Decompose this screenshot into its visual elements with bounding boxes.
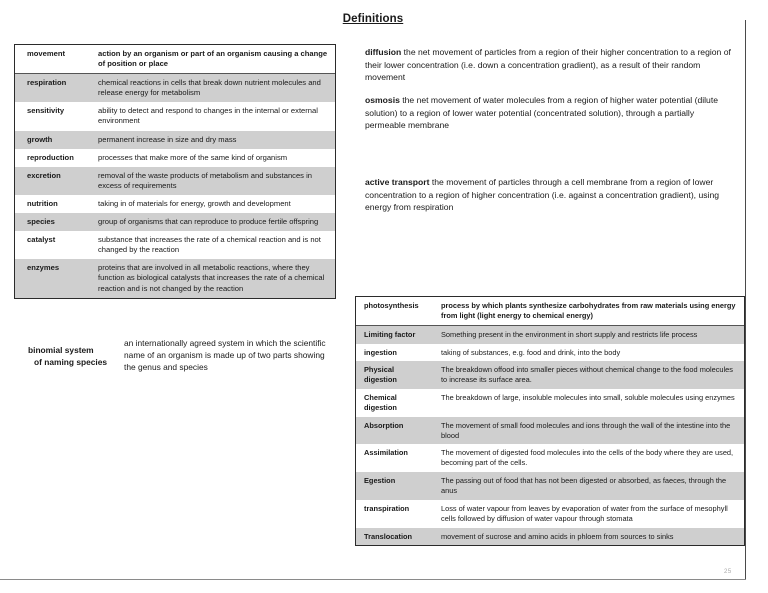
definition-term: sensitivity (15, 102, 91, 130)
table-row (15, 231, 335, 259)
binomial-definition-text: an internationally agreed system in which the scientific name of an organism is made up of two parts showing the genus and species (124, 338, 326, 372)
table-row (356, 472, 744, 500)
definition-text: The passing out of food that has not been digested or absorbed, as faeces, through the anus (434, 472, 744, 500)
definition-text: movement of sucrose and amino acids in phloem from sources to sinks (434, 528, 744, 546)
page-border-right-rule (745, 20, 746, 580)
table-body-characteristics (15, 45, 335, 298)
definition-text: taking in of materials for energy, growth and development (91, 195, 335, 213)
definition-body-diffusion: the net movement of particles from a region of their higher concentration to a region of their lower concentration (i.e. down a concentration gradient), as a result of their random movement (365, 47, 731, 83)
table-row (15, 45, 335, 74)
definition-term: excretion (15, 167, 91, 195)
table-row (15, 102, 335, 130)
definition-term: Chemical digestion (356, 389, 434, 417)
definition-term: Limiting factor (356, 325, 434, 343)
table-row (356, 325, 744, 343)
definition-text: removal of the waste products of metabolism and substances in excess of requirements (91, 167, 335, 195)
page-border-bottom-rule (0, 579, 746, 580)
table-row (15, 131, 335, 149)
definition-paragraph-active-transport (365, 176, 737, 214)
definition-text: chemical reactions in cells that break down nutrient molecules and release energy for metabolism (91, 74, 335, 103)
definition-term: ingestion (356, 344, 434, 362)
definition-text: group of organisms that can reproduce to produce fertile offspring (91, 213, 335, 231)
table-row (15, 259, 335, 297)
definition-text: substance that increases the rate of a chemical reaction and is not changed by the reaction (91, 231, 335, 259)
definition-text: Loss of water vapour from leaves by evaporation of water from the surface of mesophyll cells followed by diffusion of water vapour through stomata (434, 500, 744, 528)
page-title: Definitions (342, 13, 404, 25)
definition-body-active-transport: the movement of particles through a cell membrane from a region of lower concentration to a region of higher concentration (i.e. against a concentration gradient), using energy from respiration (365, 177, 719, 213)
binomial-term (14, 338, 118, 374)
definition-term: Egestion (356, 472, 434, 500)
definition-term: growth (15, 131, 91, 149)
definition-text: action by an organism or part of an organism causing a change of position or place (91, 45, 335, 74)
definition-text: process by which plants synthesize carbohydrates from raw materials using energy from light (light energy to chemical energy) (434, 297, 744, 325)
definition-term: enzymes (15, 259, 91, 297)
binomial-term-line-2: of naming species (34, 356, 108, 367)
binomial-system-definition (14, 338, 336, 374)
table-row (15, 195, 335, 213)
table-row (356, 500, 744, 528)
table-row (15, 74, 335, 103)
definition-paragraph-osmosis (365, 94, 737, 132)
definition-term: respiration (15, 74, 91, 103)
definition-text: The breakdown of large, insoluble molecules into small, soluble molecules using enzymes (434, 389, 744, 417)
table-row (15, 213, 335, 231)
definition-text: processes that make more of the same kind of organism (91, 149, 335, 167)
table-row (356, 389, 744, 417)
definition-term-diffusion: diffusion (365, 47, 402, 57)
definition-text: proteins that are involved in all metabolic reactions, where they function as biological catalysts that increases the rate of a chemical reaction and is not changed by the reaction (91, 259, 335, 297)
definition-text: The movement of small food molecules and ions through the wall of the intestine into the blood (434, 417, 744, 445)
definition-body-osmosis: the net movement of water molecules from a region of higher water potential (dilute solution) to a region of lower water potential (concentrated solution), through a partially permeable membrane (365, 95, 719, 131)
definition-term: Assimilation (356, 444, 434, 472)
definition-paragraph-diffusion (365, 46, 737, 84)
table-row (356, 297, 744, 325)
definition-term: Absorption (356, 417, 434, 445)
table-body-processes (356, 297, 744, 545)
definition-term: catalyst (15, 231, 91, 259)
definition-term: Physical digestion (356, 361, 434, 389)
definition-term-osmosis: osmosis (365, 95, 400, 105)
definition-term: photosynthesis (356, 297, 434, 325)
definition-text: taking of substances, e.g. food and drink, into the body (434, 344, 744, 362)
definition-text: ability to detect and respond to changes in the internal or external environment (91, 102, 335, 130)
definitions-table-characteristics (14, 44, 336, 299)
table-row (356, 344, 744, 362)
definitions-table-processes (355, 296, 745, 546)
definition-term: movement (15, 45, 91, 74)
table-row (356, 444, 744, 472)
definition-text: Something present in the environment in short supply and restricts life process (434, 325, 744, 343)
table-row (356, 361, 744, 389)
definition-term: reproduction (15, 149, 91, 167)
binomial-term-line-1: binomial system (28, 345, 94, 355)
page-number: 25 (724, 569, 732, 575)
definition-term: nutrition (15, 195, 91, 213)
definition-term: transpiration (356, 500, 434, 528)
table-row (15, 149, 335, 167)
definition-text: permanent increase in size and dry mass (91, 131, 335, 149)
definition-term-active-transport: active transport (365, 177, 430, 187)
table-row (15, 167, 335, 195)
definition-text: The breakdown offood into smaller pieces without chemical change to the food molecules to increase its surface area. (434, 361, 744, 389)
definition-term: species (15, 213, 91, 231)
table-row (356, 417, 744, 445)
definition-term: Translocation (356, 528, 434, 546)
table-row (356, 528, 744, 546)
definition-text: The movement of digested food molecules into the cells of the body where they are used, becoming part of the cells. (434, 444, 744, 472)
